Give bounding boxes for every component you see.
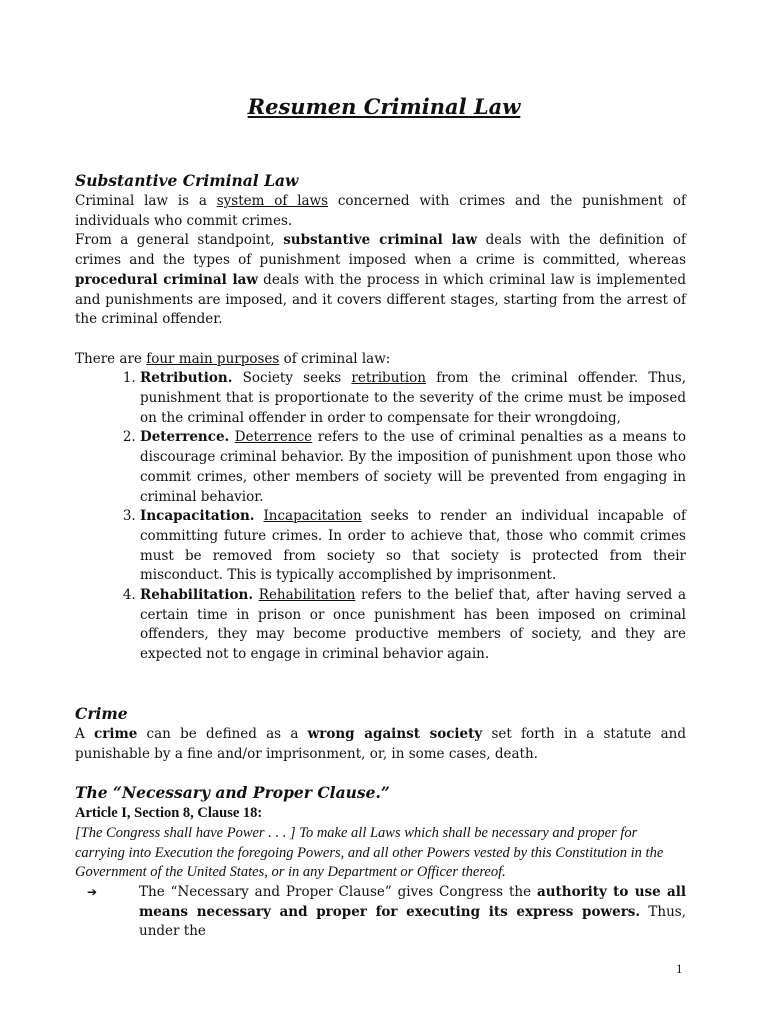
list-item-incapacitation: [140, 507, 686, 586]
paragraph-purposes-intro: [75, 350, 686, 370]
text-run: From a general standpoint,: [75, 232, 284, 249]
text-run: A: [75, 725, 94, 742]
article-reference: Article I, Section 8, Clause 18:: [75, 805, 263, 822]
bold-term-wrong-against-society: wrong against society: [307, 725, 483, 742]
list-item-title: Retribution.: [140, 370, 233, 387]
spacer: [75, 665, 686, 703]
link-four-main-purposes[interactable]: four main purposes: [146, 350, 280, 367]
text-run: of criminal law:: [279, 350, 391, 367]
section-heading-necessary-proper-clause: The “Necessary and Proper Clause.”: [75, 783, 390, 803]
spacer: [75, 330, 686, 350]
text-run: Criminal law is a: [75, 193, 217, 209]
document-body: [75, 170, 686, 942]
document-title: Resumen Criminal Law: [247, 94, 521, 119]
link-deterrence[interactable]: Deterrence: [234, 429, 313, 446]
text-run: deals with the process in which criminal law is implemented and punishments are imposed, and it covers different stages, starting from the arrest of the criminal offender.: [75, 271, 686, 328]
arrow-right-icon: ➔: [87, 885, 98, 900]
text-run: Thus, under the: [139, 903, 686, 940]
text-run: concerned with crimes and the punishment of individuals who commit crimes.: [75, 193, 686, 229]
text-run: can be defined as a: [137, 725, 308, 742]
section-heading-crime: Crime: [75, 703, 128, 723]
list-item-deterrence: [140, 428, 686, 507]
list-item-title: Incapacitation.: [140, 508, 255, 525]
text-run: refers to the belief that, after having served a certain time in prison or once punishment has been imposed on criminal offenders, they may become productive members of society, and they are expected not to engage in criminal behavior again.: [140, 587, 686, 663]
text-run: refers to the use of criminal penalties as a means to discourage criminal behavior. By the imposition of punishment upon those who commit crimes, other members of society will be prevented from engaging in criminal behavior.: [140, 429, 686, 505]
text-run: The “Necessary and Proper Clause” gives Congress the: [139, 884, 537, 901]
text-run: deals with the definition of crimes and the types of punishment imposed when a crime is committed, whereas: [75, 232, 686, 269]
constitution-quote: [The Congress shall have Power . . . ] To make all Laws which shall be necessary and proper for carrying into Execution the foregoing Powers, and all other Powers vested by this Constitution in the Government of the United States, or in any Department or Officer thereof.: [75, 824, 664, 881]
link-retribution[interactable]: retribution: [351, 370, 426, 387]
link-rehabilitation[interactable]: Rehabilitation: [258, 587, 356, 604]
list-item-retribution: [140, 369, 686, 428]
bold-term-procedural: procedural criminal law: [75, 271, 258, 288]
text-run: Society seeks: [232, 370, 352, 387]
link-incapacitation[interactable]: Incapacitation: [263, 508, 362, 525]
paragraph-substantive-vs-procedural: [75, 231, 686, 330]
arrow-bullet: [75, 883, 686, 942]
bold-term-substantive: substantive criminal law: [283, 232, 478, 249]
list-item-title: Deterrence.: [140, 429, 230, 446]
list-item-rehabilitation: [140, 586, 686, 665]
page-number: 1: [676, 961, 683, 976]
text-run: from the criminal offender. Thus, punishment that is proportionate to the severity of the crime must be imposed on the criminal offender in order to compensate for their wrongdoing,: [140, 370, 686, 426]
link-system-of-laws[interactable]: system of laws: [216, 193, 329, 209]
paragraph-crime-definition: [75, 725, 686, 764]
list-item-title: Rehabilitation.: [140, 587, 254, 604]
arrow-bullet-text: [139, 883, 686, 942]
paragraph-definition: [75, 192, 686, 231]
spacer: [75, 764, 686, 782]
text-run: seeks to render an individual incapable of committing future crimes. In order to achieve that, those who commit crimes must be removed from society so that society is protected from their misconduct. This is typically accomplished by imprisonment.: [140, 508, 686, 584]
section-heading-substantive: Substantive Criminal Law: [75, 171, 299, 190]
bold-term-crime: crime: [93, 725, 138, 742]
bold-term-authority: authority to use all means necessary and proper for executing its express powers.: [139, 884, 686, 920]
text-run: set forth in a statute and punishable by a fine and/or imprisonment, or, in some cases, death.: [75, 725, 687, 762]
text-run: There are: [75, 350, 147, 367]
purposes-list: [75, 369, 686, 665]
